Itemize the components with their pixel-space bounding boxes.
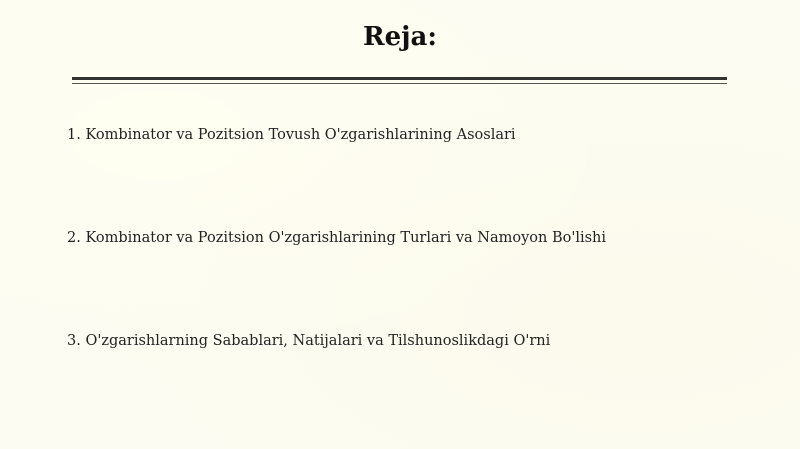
slide-title: Reja: xyxy=(362,22,437,52)
title-divider-thin xyxy=(72,83,727,84)
title-divider-thick xyxy=(72,77,727,80)
plan-item-2: 2. Kombinator va Pozitsion O'zgarishlarining Turlari va Namoyon Bo'lishi xyxy=(67,230,607,246)
plan-item-3: 3. O'zgarishlarning Sabablari, Natijalari va Tilshunoslikdagi O'rni xyxy=(67,333,551,349)
plan-item-1: 1. Kombinator va Pozitsion Tovush O'zgarishlarining Asoslari xyxy=(67,127,516,143)
